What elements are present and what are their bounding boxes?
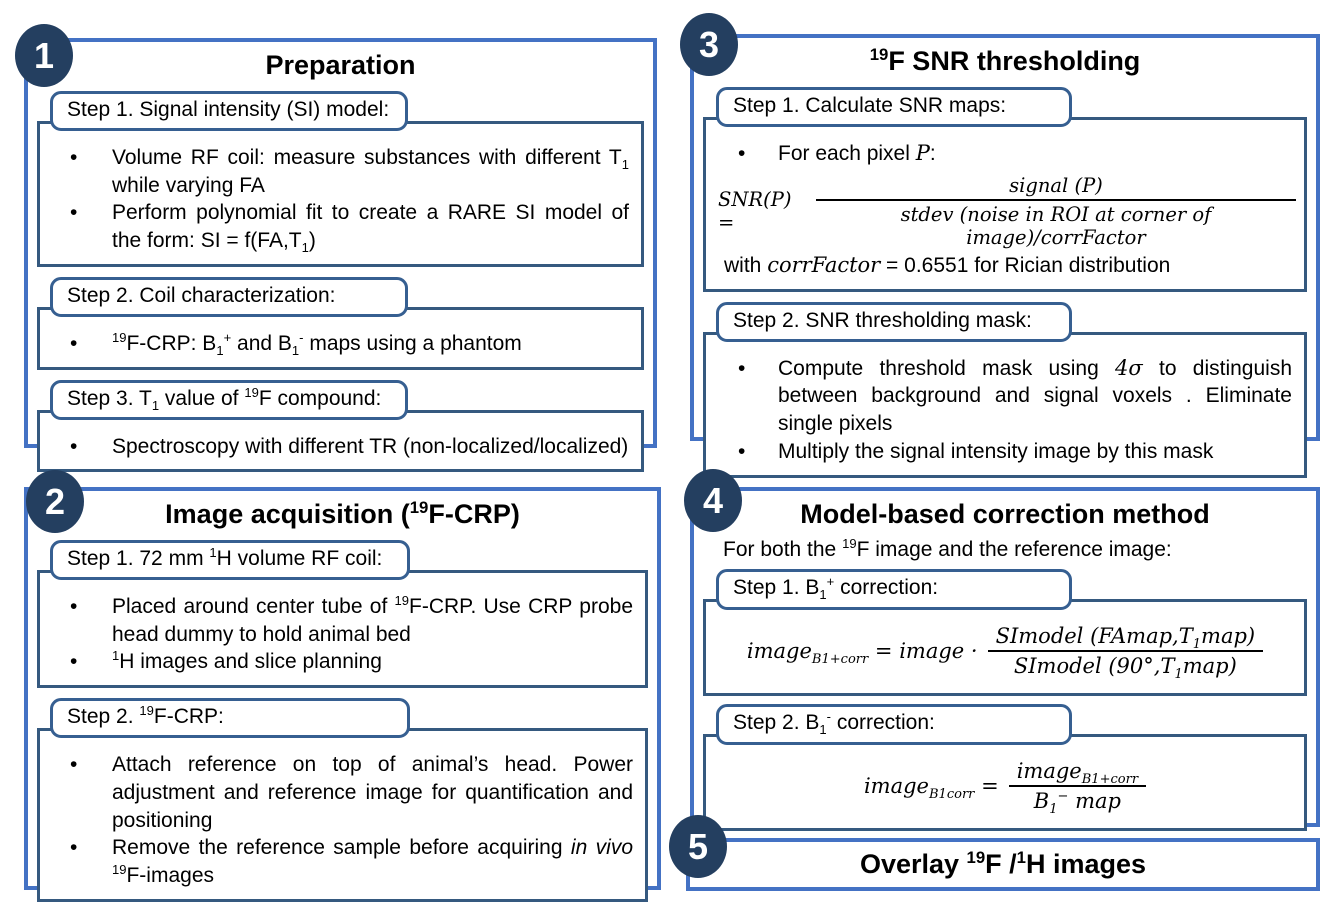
panel-preparation <box>24 38 657 458</box>
step-content <box>703 332 1307 478</box>
step-section <box>703 704 1307 831</box>
step-label: Step 1. Signal intensity (SI) model: <box>50 91 408 131</box>
step-number-badge-1: 1 <box>15 24 73 87</box>
bullet-item: • For each pixel P: <box>714 140 1296 168</box>
bullet-list <box>40 330 633 358</box>
panel-snr-thresholding <box>690 34 1320 463</box>
step-label: Step 3. $T_1$ value of $^{19}$F compound: <box>50 380 408 420</box>
formula-lhs: image$_{B1corr}$ = <box>863 774 999 803</box>
bullet-item: • Perform polynomial fit to create a RARE SI model of the form: SI = $f(FA,T_1)$ <box>40 199 633 254</box>
bullet-item: • Spectroscopy with different TR (non-localized/localized) <box>40 433 633 461</box>
bullet-item: • Compute threshold mask using 4σ to distinguish between background and signal voxels . Eliminate single pixels <box>714 355 1296 438</box>
formula-denominator: stdev (noise in ROI at corner of image)/corrFactor <box>816 199 1296 249</box>
formula-fraction <box>1009 759 1146 818</box>
formula-numerator: signal (P) <box>1009 173 1103 197</box>
b1-plus-correction-formula <box>714 624 1296 683</box>
step-content <box>37 121 644 267</box>
formula-fraction <box>816 174 1296 249</box>
bullet-list <box>40 144 633 255</box>
step-content <box>703 734 1307 831</box>
panel-title: Preparation <box>265 50 416 80</box>
snr-formula <box>718 174 1296 249</box>
bullet-list <box>714 355 1296 466</box>
bullet-item: • Placed around center tube of $^{19}$F-CRP. Use CRP probe head dummy to hold animal bed <box>40 593 637 648</box>
step-section <box>37 91 644 267</box>
panel-title: Overlay $^{19}$F /$^1$H images <box>859 848 1147 879</box>
formula-denominator: SImodel $(90^\circ,T_1map)$ <box>988 650 1264 678</box>
step-label: Step 2. $^{19}$F-CRP: <box>50 698 410 738</box>
step-section <box>37 698 648 902</box>
step-label: Step 1. $B_1^+$ correction: <box>716 569 1072 609</box>
formula-lhs: SNR(P) = <box>718 188 792 235</box>
step-number-badge-2: 2 <box>26 470 84 533</box>
step-content <box>37 728 648 902</box>
step-section <box>37 380 644 473</box>
bullet-list <box>40 593 637 676</box>
bullet-item: • Attach reference on top of animal’s head. Power adjustment and reference image for quantification and positioning <box>40 751 637 834</box>
b1-minus-correction-formula <box>714 759 1296 818</box>
formula-numerator: SImodel $(FAmap,T_1map)$ <box>995 624 1256 653</box>
step-content <box>703 599 1307 696</box>
panel-title: $^{19}$F SNR thresholding <box>869 45 1141 76</box>
formula-numerator: image$_{B1+corr}$ <box>1016 759 1139 788</box>
step-content <box>703 117 1307 292</box>
formula-fraction <box>988 624 1264 683</box>
bullet-list <box>40 433 633 461</box>
step-section <box>703 569 1307 696</box>
step-label: Step 2. $B_1^-$ correction: <box>716 704 1072 744</box>
formula-denominator: $B_1^-$ map <box>1009 785 1146 813</box>
panel-image-acquisition <box>24 487 661 890</box>
bullet-item: • $^{19}$F-CRP: $B_1^+$ and $B_1^-$ maps using a phantom <box>40 330 633 358</box>
step-label: Step 2. Coil characterization: <box>50 277 408 317</box>
step-section <box>703 87 1307 292</box>
corrfactor-note: with corrFactor = 0.6551 for Rician distribution <box>724 252 1171 277</box>
step-number-badge-5: 5 <box>669 815 727 878</box>
step-section <box>37 540 648 688</box>
panel-overlay <box>686 838 1320 891</box>
step-section <box>37 277 644 370</box>
bullet-item: • Multiply the signal intensity image by this mask <box>714 438 1296 466</box>
step-section <box>703 302 1307 478</box>
bullet-list <box>714 140 1296 168</box>
step-label: Step 2. SNR thresholding mask: <box>716 302 1072 342</box>
bullet-list <box>40 751 637 890</box>
panel-title: Image acquisition ($^{19}$F-CRP) <box>165 498 520 529</box>
step-number-badge-3: 3 <box>680 13 738 76</box>
bullet-item: • $^1$H images and slice planning <box>40 648 637 676</box>
formula-lhs: image$_{B1+corr}$ = image · <box>746 639 978 668</box>
intro-text: For both the $^{19}$F image and the reference image: <box>723 536 1172 562</box>
bullet-item: • Remove the reference sample before acquiring in vivo $^{19}$F-images <box>40 834 637 889</box>
panel-title: Model-based correction method <box>800 499 1210 529</box>
step-number-badge-4: 4 <box>684 469 742 532</box>
step-content <box>37 570 648 688</box>
panel-correction-method <box>690 487 1320 827</box>
bullet-item: • Volume RF coil: measure substances with different $T_1$ while varying FA <box>40 144 633 199</box>
step-label: Step 1. Calculate SNR maps: <box>716 87 1072 127</box>
step-label: Step 1. 72 mm $^1$H volume RF coil: <box>50 540 410 580</box>
